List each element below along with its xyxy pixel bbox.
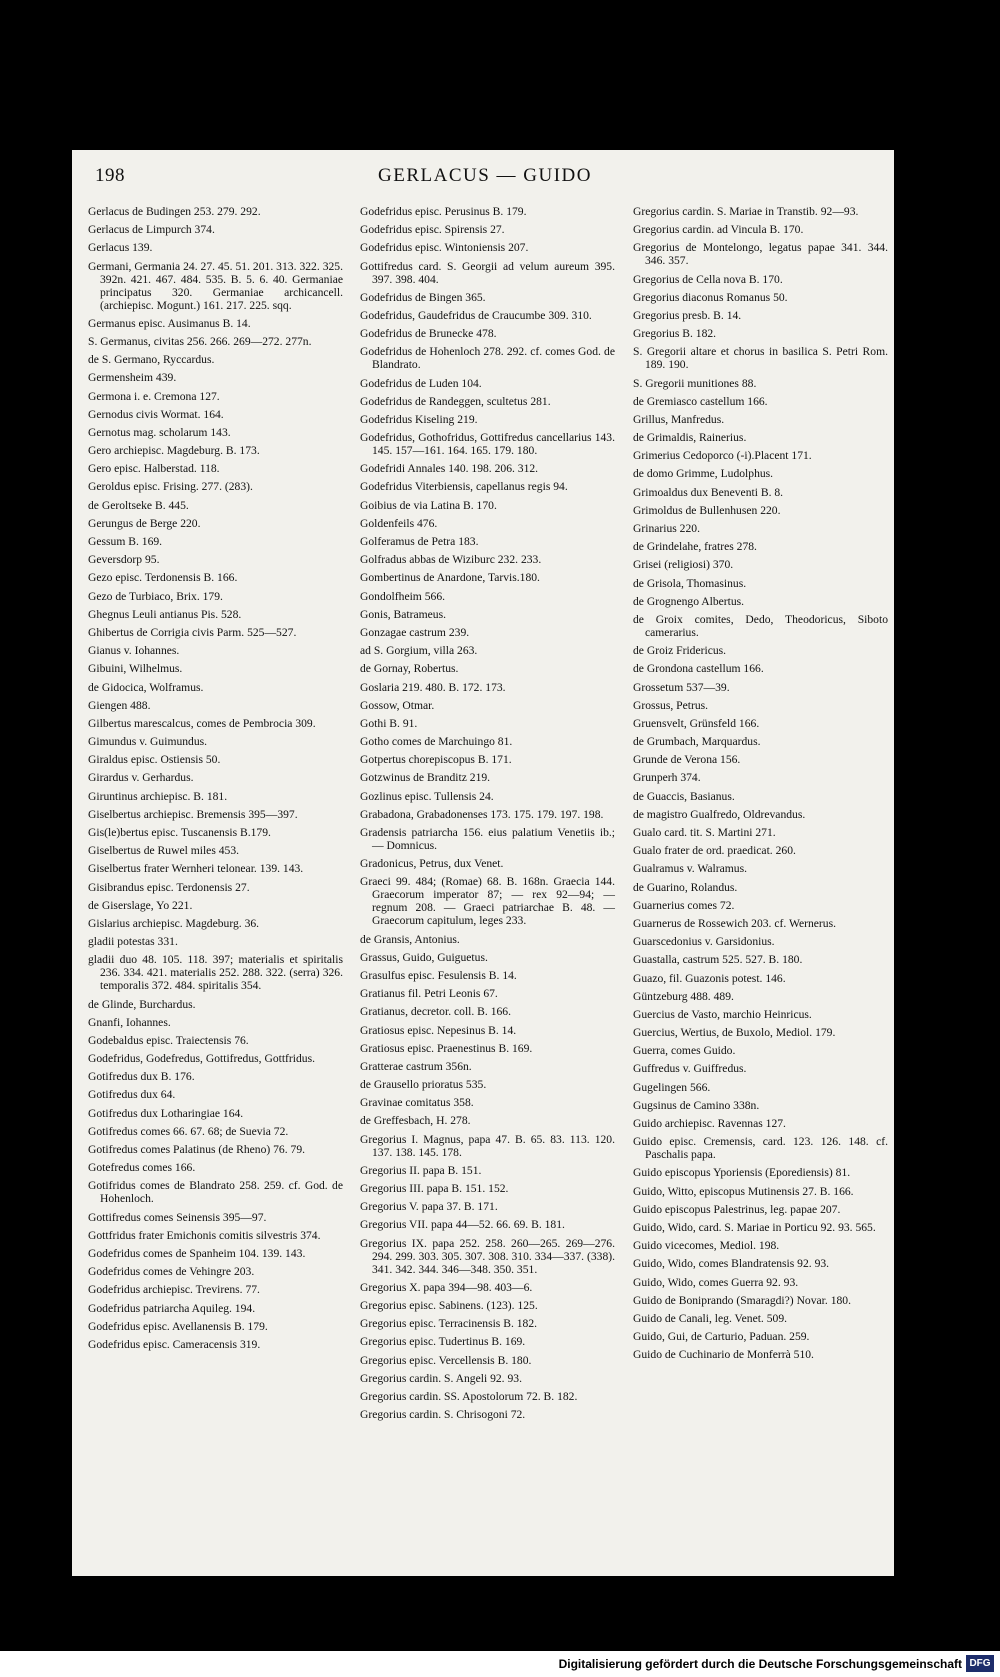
index-entry: Goibius de via Latina B. 170. bbox=[360, 498, 497, 512]
index-entry: de Greffesbach, H. 278. bbox=[360, 1114, 471, 1128]
dfg-logo: DFG bbox=[966, 1655, 994, 1672]
index-entry: Güntzeburg 488. 489. bbox=[633, 989, 734, 1003]
index-entry: Gotifridus comes de Blandrato 258. 259. cf. God. de Hohenloch. bbox=[88, 1179, 343, 1206]
index-entry: Grassus, Guido, Guiguetus. bbox=[360, 950, 488, 964]
index-entry: Gilbertus marescalcus, comes de Pembrocia 309. bbox=[88, 716, 316, 730]
index-entry: Gislarius archiepisc. Magdeburg. 36. bbox=[88, 916, 260, 930]
index-entry: Gotpertus chorepiscopus B. 171. bbox=[360, 753, 512, 767]
index-entry: Gero episc. Halberstad. 118. bbox=[88, 462, 220, 476]
index-entry: Guido episcopus Palestrinus, leg. papae 207. bbox=[633, 1202, 841, 1216]
index-entry: Godefridus episc. Wintoniensis 207. bbox=[360, 241, 529, 255]
index-entry: Gregorius B. 182. bbox=[633, 327, 717, 341]
index-entry: Grasulfus episc. Fesulensis B. 14. bbox=[360, 968, 517, 982]
index-entry: Godefridus episc. Cameracensis 319. bbox=[88, 1337, 261, 1351]
index-entry: Geroldus episc. Frising. 277. (283). bbox=[88, 480, 253, 494]
index-entry: de Grognengo Albertus. bbox=[633, 594, 745, 608]
index-entry: de Grindelahe, fratres 278. bbox=[633, 540, 757, 554]
index-entry: Godefridus, Godefredus, Gottifredus, Gottfridus. bbox=[88, 1052, 316, 1066]
index-entry: Gregorius cardin. S. Angeli 92. 93. bbox=[360, 1371, 522, 1385]
index-entry: ad S. Gorgium, villa 263. bbox=[360, 644, 478, 658]
index-entry: Godefridus episc. Perusinus B. 179. bbox=[360, 205, 527, 218]
index-entry: Gottfridus frater Emichonis comitis silvestris 374. bbox=[88, 1228, 321, 1242]
index-entry: Giraldus episc. Ostiensis 50. bbox=[88, 753, 221, 767]
index-entry: Gibuini, Wilhelmus. bbox=[88, 662, 183, 676]
page-header bbox=[95, 165, 875, 193]
index-entry: Gregorius episc. Vercellensis B. 180. bbox=[360, 1353, 532, 1367]
index-entry: Golfradus abbas de Wiziburc 232. 233. bbox=[360, 553, 542, 567]
index-entry: Germona i. e. Cremona 127. bbox=[88, 389, 220, 403]
index-entry: Gualramus v. Walramus. bbox=[633, 862, 748, 876]
index-entry: Giengen 488. bbox=[88, 698, 151, 712]
index-entry: de Gremiasco castellum 166. bbox=[633, 394, 768, 408]
index-entry: gladii potestas 331. bbox=[88, 935, 178, 949]
index-entry: Gernodus civis Wormat. 164. bbox=[88, 407, 224, 421]
index-entry: Guido, Wido, card. S. Mariae in Porticu 92. 93. 565. bbox=[633, 1220, 876, 1234]
index-entry: Gualo card. tit. S. Martini 271. bbox=[633, 826, 776, 839]
index-entry: Gimundus v. Guimundus. bbox=[88, 735, 208, 749]
index-entry: Gregorius presb. B. 14. bbox=[633, 308, 742, 322]
index-entry: Grossus, Petrus. bbox=[633, 698, 709, 712]
index-entry: de Geroltseke B. 445. bbox=[88, 498, 189, 512]
index-entry: Gregorius episc. Sabinens. (123). 125. bbox=[360, 1298, 538, 1312]
index-entry: Gottifredus comes Seinensis 395—97. bbox=[88, 1210, 267, 1224]
index-entry: Guido de Canali, leg. Venet. 509. bbox=[633, 1311, 788, 1325]
index-entry: Geversdorp 95. bbox=[88, 553, 160, 567]
index-entry: Gossow, Otmar. bbox=[360, 698, 435, 712]
index-entry: Gerlacus 139. bbox=[88, 241, 153, 255]
index-entry: Gotzwinus de Branditz 219. bbox=[360, 771, 491, 785]
index-entry: Gondolfheim 566. bbox=[360, 589, 446, 603]
index-entry: Godefridus de Bingen 365. bbox=[360, 290, 486, 304]
index-entry: Godefridus archiepisc. Trevirens. 77. bbox=[88, 1283, 260, 1297]
index-entry: Gratiosus episc. Praenestinus B. 169. bbox=[360, 1041, 533, 1055]
index-entry: Goldenfeils 476. bbox=[360, 516, 438, 530]
running-title: GERLACUS — GUIDO bbox=[378, 165, 592, 186]
index-column-right bbox=[633, 205, 888, 1366]
index-entry: Gnanfi, Iohannes. bbox=[88, 1015, 171, 1029]
index-entry: Grabadona, Grabadonenses 173. 175. 179. 197. 198. bbox=[360, 807, 604, 821]
index-entry: Guazo, fil. Guazonis potest. 146. bbox=[633, 971, 786, 985]
index-entry: de Grausello prioratus 535. bbox=[360, 1078, 487, 1092]
index-entry: Godefridus de Brunecke 478. bbox=[360, 327, 497, 341]
index-entry: Gotifredus dux Lotharingiae 164. bbox=[88, 1106, 244, 1120]
index-entry: Guarscedonius v. Garsidonius. bbox=[633, 935, 775, 949]
digitization-footer bbox=[0, 1651, 1000, 1677]
index-entry: Guffredus v. Guiffredus. bbox=[633, 1062, 747, 1076]
index-entry: Ghibertus de Corrigia civis Parm. 525—527. bbox=[88, 625, 297, 639]
index-entry: Gotifredus dux B. 176. bbox=[88, 1070, 195, 1084]
index-entry: gladii duo 48. 105. 118. 397; materialis et spiritalis 236. 334. 421. materialis 252. 288. 322. (serra) 326. temporalis 372. 484. spiritalis 354. bbox=[88, 953, 343, 993]
index-entry: de Gornay, Robertus. bbox=[360, 662, 459, 676]
index-entry: de Grondona castellum 166. bbox=[633, 662, 764, 676]
index-entry: Gotho comes de Marchuingo 81. bbox=[360, 735, 513, 749]
index-entry: Gugelingen 566. bbox=[633, 1080, 711, 1094]
index-entry: Guarnerus de Rossewich 203. cf. Wernerus. bbox=[633, 916, 836, 930]
index-entry: Guido vicecomes, Mediol. 198. bbox=[633, 1239, 780, 1253]
index-entry: Gregorius X. papa 394—98. 403—6. bbox=[360, 1280, 533, 1294]
index-entry: Godefridus de Hohenloch 278. 292. cf. comes God. de Blandrato. bbox=[360, 345, 615, 372]
index-entry: Grillus, Manfredus. bbox=[633, 412, 725, 426]
page-number: 198 bbox=[95, 165, 125, 186]
index-entry: Godefridus patriarcha Aquileg. 194. bbox=[88, 1301, 256, 1315]
index-entry: Gotifredus comes 66. 67. 68; de Suevia 72. bbox=[88, 1124, 289, 1138]
index-entry: S. Gregorii altare et chorus in basilica S. Petri Rom. 189. 190. bbox=[633, 345, 888, 372]
index-column-left bbox=[88, 205, 343, 1356]
index-entry: Germani, Germania 24. 27. 45. 51. 201. 313. 322. 325. 392n. 421. 467. 484. 535. B. 5. 6. 40. Germaniae principatus 320. Germaniae archicancell. (archiepisc. Mogunt.) 161. 217. 225. sqq. bbox=[88, 259, 343, 312]
index-entry: Grimoldus de Bullenhusen 220. bbox=[633, 503, 781, 517]
index-entry: S. Gregorii munitiones 88. bbox=[633, 376, 757, 390]
index-entry: Guido, Wido, comes Blandratensis 92. 93. bbox=[633, 1257, 830, 1271]
index-entry: Gernotus mag. scholarum 143. bbox=[88, 425, 231, 439]
index-entry: Gregorius de Montelongo, legatus papae 341. 344. 346. 357. bbox=[633, 241, 888, 268]
index-entry: Gis(le)bertus episc. Tuscanensis B.179. bbox=[88, 826, 271, 839]
index-entry: Godefridus, Gothofridus, Gottifredus cancellarius 143. 145. 157—161. 164. 165. 179. 180. bbox=[360, 431, 615, 458]
index-entry: Gombertinus de Anardone, Tarvis.180. bbox=[360, 571, 540, 585]
index-entry: Gregorius III. papa B. 151. 152. bbox=[360, 1182, 509, 1195]
index-entry: Godefridus episc. Spirensis 27. bbox=[360, 223, 505, 237]
index-entry: Gregorius episc. Terracinensis B. 182. bbox=[360, 1317, 538, 1331]
index-entry: Gregorius VII. papa 44—52. 66. 69. B. 181. bbox=[360, 1218, 565, 1232]
index-entry: Gerungus de Berge 220. bbox=[88, 516, 201, 530]
index-entry: Grunde de Verona 156. bbox=[633, 753, 741, 767]
index-entry: Godefridus comes de Vehingre 203. bbox=[88, 1265, 255, 1279]
index-entry: Gonzagae castrum 239. bbox=[360, 625, 470, 639]
index-entry: Gratterae castrum 356n. bbox=[360, 1059, 472, 1073]
index-entry: Guido, Wido, comes Guerra 92. 93. bbox=[633, 1275, 799, 1289]
index-entry: de Grisola, Thomasinus. bbox=[633, 576, 747, 590]
index-entry: Gezo de Turbiaco, Brix. 179. bbox=[88, 589, 223, 603]
index-entry: Guastalla, castrum 525. 527. B. 180. bbox=[633, 953, 803, 967]
index-entry: Goslaria 219. 480. B. 172. 173. bbox=[360, 680, 506, 694]
index-entry: Godefridi Annales 140. 198. 206. 312. bbox=[360, 462, 539, 476]
index-entry: Gezo episc. Terdonensis B. 166. bbox=[88, 571, 238, 585]
index-entry: Godefridus, Gaudefridus de Craucumbe 309. 310. bbox=[360, 308, 592, 322]
index-entry: Gregorius cardin. ad Vincula B. 170. bbox=[633, 223, 804, 237]
index-entry: Guercius de Vasto, marchio Heinricus. bbox=[633, 1007, 812, 1021]
index-entry: Gugsinus de Camino 338n. bbox=[633, 1098, 760, 1112]
index-entry: Gradensis patriarcha 156. eius palatium Venetiis ib.; — Domnicus. bbox=[360, 826, 615, 852]
index-entry: Gradonicus, Petrus, dux Venet. bbox=[360, 857, 504, 871]
index-entry: Guerra, comes Guido. bbox=[633, 1044, 736, 1058]
index-entry: Guido de Boniprando (Smaragdi?) Novar. 180. bbox=[633, 1293, 851, 1307]
index-entry: de Giserslage, Yo 221. bbox=[88, 898, 193, 912]
index-entry: Guido, Gui, de Carturio, Paduan. 259. bbox=[633, 1330, 810, 1344]
index-entry: Giselbertus de Ruwel miles 453. bbox=[88, 844, 240, 858]
index-entry: Gozlinus episc. Tullensis 24. bbox=[360, 789, 494, 803]
index-entry: Gregorius cardin. SS. Apostolorum 72. B. 182. bbox=[360, 1389, 578, 1403]
index-entry: Grinarius 220. bbox=[633, 522, 700, 535]
index-entry: Gottifredus card. S. Georgii ad velum aureum 395. 397. 398. 404. bbox=[360, 259, 615, 286]
index-entry: Grunperh 374. bbox=[633, 771, 701, 785]
index-entry: de Grumbach, Marquardus. bbox=[633, 735, 761, 749]
index-entry: Grisei (religiosi) 370. bbox=[633, 558, 734, 572]
index-entry: Gotifredus dux 64. bbox=[88, 1088, 176, 1102]
index-entry: Giruntinus archiepisc. B. 181. bbox=[88, 789, 228, 803]
index-entry: Germensheim 439. bbox=[88, 371, 177, 385]
index-entry: de Gidocica, Wolframus. bbox=[88, 680, 204, 694]
index-entry: Gregorius I. Magnus, papa 47. B. 65. 83. 113. 120. 137. 138. 145. 178. bbox=[360, 1132, 615, 1159]
index-entry: Guido, Witto, episcopus Mutinensis 27. B. 166. bbox=[633, 1184, 854, 1198]
index-entry: Graeci 99. 484; (Romae) 68. B. 168n. Graecia 144. Graecorum imperator 87; — rex 92—94; — regnum 208. — Graeci patriarchae B. 48. — Graecorum capitulum, leges 233. bbox=[360, 875, 615, 928]
index-entry: Gianus v. Iohannes. bbox=[88, 644, 180, 658]
index-entry: Grossetum 537—39. bbox=[633, 680, 730, 694]
funding-notice: Digitalisierung gefördert durch die Deutsche Forschungsgemeinschaft bbox=[558, 1657, 962, 1671]
index-entry: de Glinde, Burchardus. bbox=[88, 997, 196, 1011]
index-entry: Grimerius Cedoporco (-i).Placent 171. bbox=[633, 449, 812, 463]
index-entry: Gregorius cardin. S. Mariae in Transtib. 92—93. bbox=[633, 205, 859, 218]
index-entry: Ghegnus Leuli antianus Pis. 528. bbox=[88, 607, 242, 621]
index-entry: Gregorius de Cella nova B. 170. bbox=[633, 272, 783, 286]
index-entry: de Groiz Fridericus. bbox=[633, 644, 727, 658]
index-entry: Guercius, Wertius, de Buxolo, Mediol. 179. bbox=[633, 1026, 836, 1040]
index-entry: Godefridus de Luden 104. bbox=[360, 376, 482, 390]
index-entry: Gessum B. 169. bbox=[88, 535, 163, 548]
index-entry: de magistro Gualfredo, Oldrevandus. bbox=[633, 807, 806, 821]
index-entry: Gregorius cardin. S. Chrisogoni 72. bbox=[360, 1408, 526, 1422]
index-entry: de Gransis, Antonius. bbox=[360, 932, 460, 946]
index-entry: Godefridus episc. Avellanensis B. 179. bbox=[88, 1319, 268, 1333]
index-entry: Girardus v. Gerhardus. bbox=[88, 771, 194, 785]
index-entry: Grimoaldus dux Beneventi B. 8. bbox=[633, 485, 784, 499]
index-entry: Gisibrandus episc. Terdonensis 27. bbox=[88, 880, 250, 894]
index-entry: Godefridus comes de Spanheim 104. 139. 143. bbox=[88, 1246, 306, 1260]
index-entry: Gratianus fil. Petri Leonis 67. bbox=[360, 987, 498, 1001]
index-entry: Guarnerius comes 72. bbox=[633, 898, 735, 912]
index-entry: de Guarino, Rolandus. bbox=[633, 880, 738, 894]
index-entry: Gonis, Batrameus. bbox=[360, 607, 446, 621]
index-column-middle bbox=[360, 205, 615, 1426]
index-entry: Gregorius II. papa B. 151. bbox=[360, 1163, 482, 1177]
index-entry: Germanus episc. Ausimanus B. 14. bbox=[88, 316, 251, 330]
index-entry: Gregorius IX. papa 252. 258. 260—265. 269—276. 294. 299. 303. 305. 307. 308. 310. 334—337. (338). 341. 342. 344. 346—348. 350. 351. bbox=[360, 1236, 615, 1276]
index-entry: Gruensvelt, Grünsfeld 166. bbox=[633, 716, 760, 730]
index-entry: Godefridus de Randeggen, scultetus 281. bbox=[360, 394, 551, 408]
index-entry: Gotifredus comes Palatinus (de Rheno) 76. 79. bbox=[88, 1143, 306, 1156]
index-entry: Gero archiepisc. Magdeburg. B. 173. bbox=[88, 444, 260, 458]
index-entry: S. Germanus, civitas 256. 266. 269—272. 277n. bbox=[88, 334, 312, 348]
index-entry: de S. Germano, Ryccardus. bbox=[88, 353, 215, 367]
index-entry: Gregorius diaconus Romanus 50. bbox=[633, 290, 788, 304]
index-entry: Guido de Cuchinario de Monferrà 510. bbox=[633, 1348, 814, 1362]
index-entry: Gerlacus de Budingen 253. 279. 292. bbox=[88, 205, 261, 218]
index-entry: Giselbertus archiepisc. Bremensis 395—397. bbox=[88, 807, 298, 821]
index-entry: de Guaccis, Basianus. bbox=[633, 789, 735, 803]
index-entry: Godebaldus episc. Traiectensis 76. bbox=[88, 1033, 249, 1047]
index-entry: Gravinae comitatus 358. bbox=[360, 1096, 474, 1110]
index-entry: Gregorius V. papa 37. B. 171. bbox=[360, 1200, 498, 1214]
index-entry: Gratianus, decretor. coll. B. 166. bbox=[360, 1005, 512, 1019]
index-entry: Guido episc. Cremensis, card. 123. 126. 148. cf. Paschalis papa. bbox=[633, 1135, 888, 1162]
index-entry: Gregorius episc. Tudertinus B. 169. bbox=[360, 1335, 526, 1349]
index-entry: de domo Grimme, Ludolphus. bbox=[633, 467, 774, 481]
index-entry: de Groix comites, Dedo, Theodoricus, Siboto camerarius. bbox=[633, 612, 888, 639]
index-entry: Giselbertus frater Wernheri telonear. 139. 143. bbox=[88, 862, 304, 876]
index-entry: Gothi B. 91. bbox=[360, 716, 418, 730]
index-entry: de Grimaldis, Rainerius. bbox=[633, 431, 747, 445]
index-entry: Gratiosus episc. Nepesinus B. 14. bbox=[360, 1023, 517, 1037]
index-entry: Gotefredus comes 166. bbox=[88, 1161, 196, 1175]
index-entry: Godefridus Viterbiensis, capellanus regis 94. bbox=[360, 480, 568, 494]
index-entry: Guido archiepisc. Ravennas 127. bbox=[633, 1117, 786, 1130]
index-entry: Godefridus Kiseling 219. bbox=[360, 412, 478, 426]
index-entry: Golferamus de Petra 183. bbox=[360, 535, 479, 548]
index-entry: Gerlacus de Limpurch 374. bbox=[88, 223, 215, 237]
index-entry: Guido episcopus Yporiensis (Eporediensis) 81. bbox=[633, 1166, 851, 1180]
index-entry: Gualo frater de ord. praedicat. 260. bbox=[633, 844, 796, 858]
